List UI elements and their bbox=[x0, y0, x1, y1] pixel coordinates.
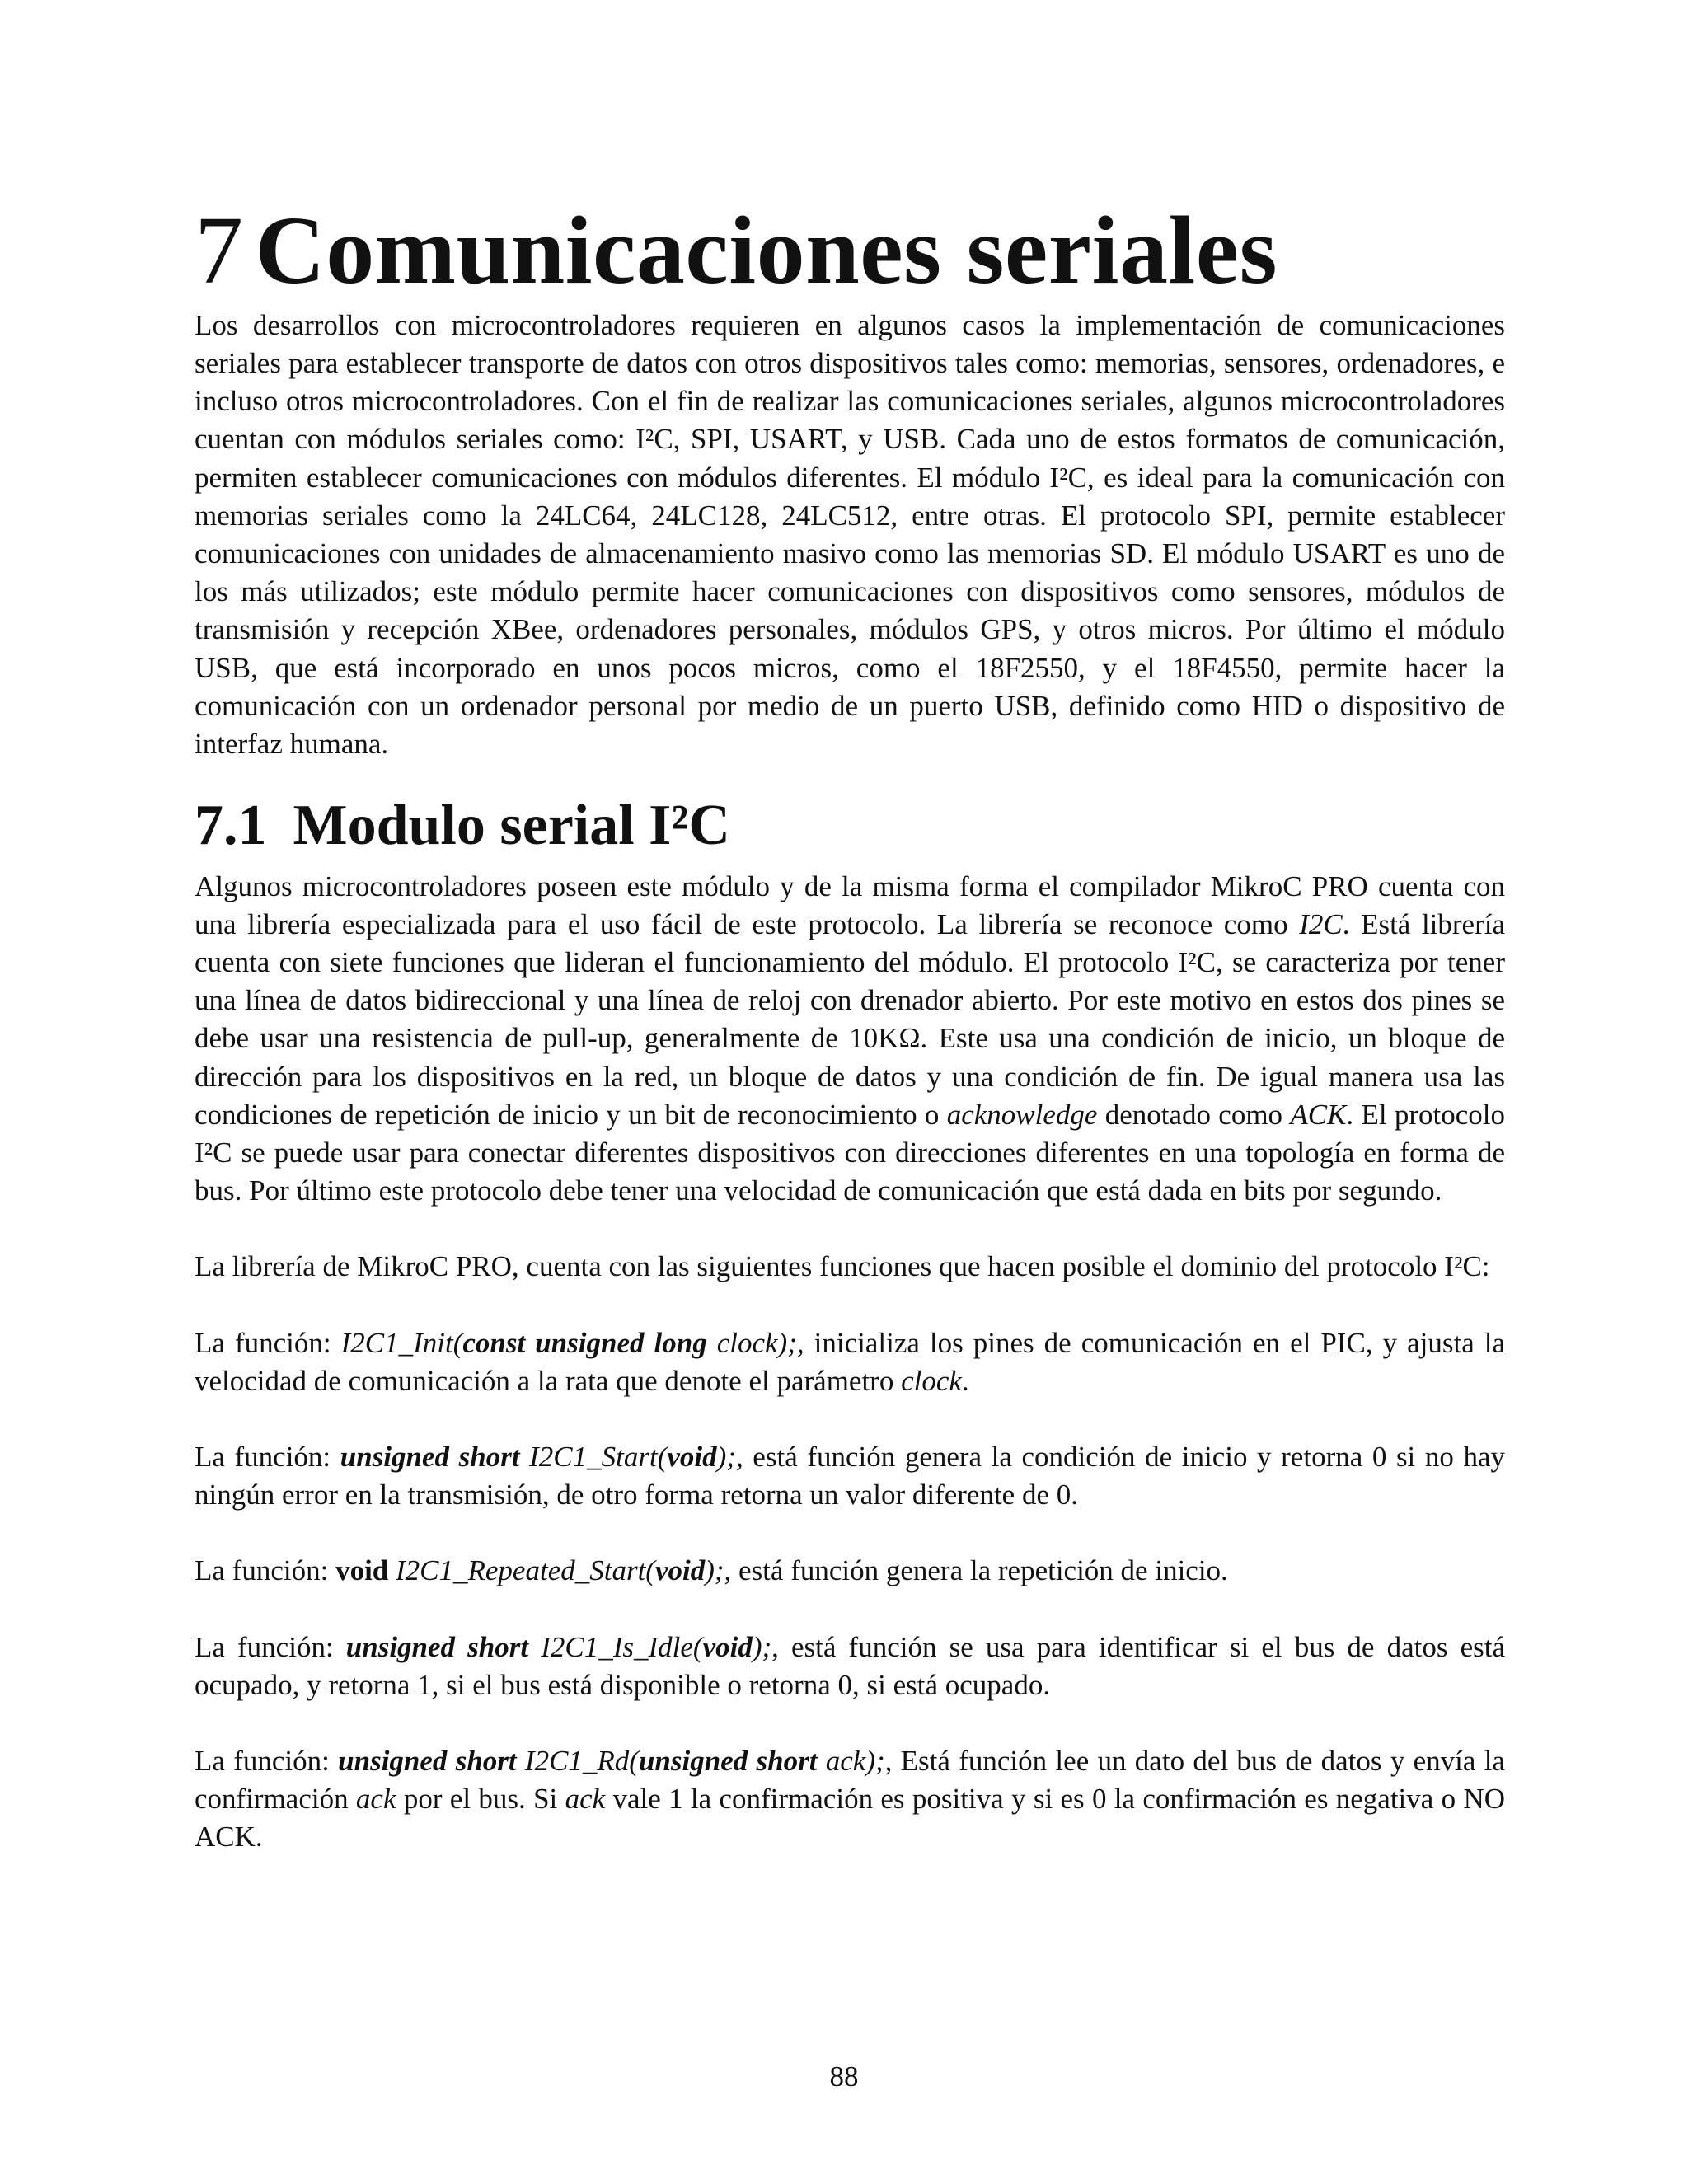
term-ack: ACK bbox=[1290, 1098, 1347, 1131]
function-name: I2C1_Repeated_Start( bbox=[388, 1554, 655, 1587]
function-arg: unsigned short bbox=[638, 1745, 818, 1778]
chapter-title-text: Comunicaciones seriales bbox=[255, 196, 1278, 304]
function-close: );, bbox=[705, 1554, 732, 1587]
chapter-intro-paragraph: Los desarrollos con microcontroladores requieren en algunos casos la implementación de comunicaciones seriales para establecer transporte de datos con otros dispositivos tales como: memorias, sensores, ordenadores, e incluso otros microcontroladores. Con el fin de realizar las comunicaciones seriales, algunos microcontroladores cuentan con módulos seriales como: I²C, SPI, USART, y USB. Cada uno de estos formatos de comunicación, permiten establecer comunicaciones con módulos diferentes. El módulo I²C, es ideal para la comunicación con memorias seriales como la 24LC64, 24LC128, 24LC512, entre otras. El protocolo SPI, permite establecer comunicaciones con unidades de almacenamiento masivo como las memorias SD. El módulo USART es uno de los más utilizados; este módulo permite hacer comunicaciones con dispositivos como sensores, módulos de transmisión y recepción XBee, ordenadores personales, módulos GPS, y otros micros. Por último el módulo USB, que está incorporado en unos pocos micros, como el 18F2550, y el 18F4550, permite hacer la comunicación con un ordenador personal por medio de un puerto USB, definido como HID o dispositivo de interfaz humana. bbox=[195, 308, 1505, 760]
function-repeated-start bbox=[195, 1552, 1505, 1590]
chapter-number: 7 bbox=[195, 196, 244, 304]
function-description: , está función se usa para identificar si el bus de datos está ocupado, y retorna 1, si el bus está disponible o retorna 0, si está ocupado. bbox=[195, 1630, 1505, 1701]
function-prefix: La función: bbox=[195, 1630, 346, 1663]
text-run: por el bus. Si bbox=[396, 1783, 565, 1816]
text-run: Algunos microcontroladores poseen este módulo y de la misma forma el compilador MikroC PRO cuenta con una librería especializada para el uso fácil de este protocolo. La librería se reconoce como bbox=[195, 869, 1505, 940]
function-prefix: La función: bbox=[195, 1326, 341, 1359]
function-init bbox=[195, 1324, 1505, 1400]
function-description: está función genera la repetición de inicio. bbox=[731, 1554, 1228, 1587]
function-name: I2C1_Init( bbox=[340, 1326, 463, 1359]
function-is-idle bbox=[195, 1629, 1505, 1704]
function-description: , Está función lee un dato del bus de datos y envía la confirmación bbox=[195, 1745, 1505, 1816]
function-param-type: const unsigned long bbox=[462, 1326, 707, 1359]
function-description: inicializa los pines de comunicación en el PIC, y ajusta la velocidad de comunicación a la rata que denote el parámetro bbox=[195, 1326, 1505, 1397]
library-name: I2C bbox=[1299, 907, 1343, 940]
section-paragraph-2: La librería de MikroC PRO, cuenta con las siguientes funciones que hacen posible el dominio del protocolo I²C: bbox=[195, 1250, 1490, 1283]
function-name: I2C1_Start( bbox=[519, 1441, 668, 1474]
function-return-type: void bbox=[335, 1554, 389, 1587]
function-name: I2C1_Rd( bbox=[516, 1745, 639, 1778]
function-arg: void bbox=[702, 1630, 753, 1663]
text-run: denotado como bbox=[1097, 1098, 1291, 1131]
function-close: ); bbox=[752, 1630, 772, 1663]
text-run: . bbox=[961, 1364, 969, 1397]
section-title bbox=[195, 793, 1505, 860]
term-acknowledge: acknowledge bbox=[946, 1098, 1098, 1131]
function-prefix: La función: bbox=[195, 1554, 336, 1587]
function-rd bbox=[195, 1742, 1505, 1857]
section-paragraph-1 bbox=[195, 868, 1505, 1211]
function-prefix: La función: bbox=[195, 1441, 340, 1474]
section-number: 7.1 bbox=[195, 794, 267, 858]
function-close: );, bbox=[716, 1441, 743, 1474]
section-title-text: Modulo serial I²C bbox=[293, 794, 730, 858]
text-run: . El protocolo I²C se puede usar para conectar diferentes dispositivos con direcciones diferentes en una topología en forma de bus. Por último este protocolo debe tener una velocidad de comunicación que está dada en bits por segundo. bbox=[195, 1098, 1505, 1207]
function-start bbox=[195, 1438, 1505, 1514]
page-number: 88 bbox=[829, 2060, 859, 2093]
function-prefix: La función: bbox=[195, 1745, 339, 1778]
text-run: vale 1 la confirmación es positiva y si es 0 la confirmación es negativa o NO ACK. bbox=[195, 1783, 1505, 1854]
function-arg: void bbox=[667, 1441, 717, 1474]
text-run: . Está librería cuenta con siete funciones que lideran el funcionamiento del módulo. El protocolo I²C, se caracteriza por tener una línea de datos bidireccional y una línea de reloj con drenador abierto. Por este motivo en estos dos pines se debe usar una resistencia de pull-up, generalmente de 10KΩ. Este usa una condición de inicio, un bloque de dirección para los dispositivos en la red, un bloque de datos y una condición de fin. De igual manera usa las condiciones de repetición de inicio y un bit de reconocimiento o bbox=[195, 907, 1506, 1131]
function-description: está función genera la condición de inicio y retorna 0 si no hay ningún error en la transmisión, de otro forma retorna un valor diferente de 0. bbox=[195, 1441, 1506, 1511]
function-close: ack); bbox=[817, 1745, 885, 1778]
function-name: I2C1_Is_Idle( bbox=[528, 1630, 703, 1663]
page-content bbox=[195, 194, 1505, 1857]
function-return-type: unsigned short bbox=[340, 1441, 520, 1474]
function-arg: void bbox=[654, 1554, 706, 1587]
function-return-type: unsigned short bbox=[338, 1745, 517, 1778]
function-param-ref: clock bbox=[901, 1364, 962, 1397]
chapter-title bbox=[195, 194, 1505, 307]
function-param-ref: ack bbox=[565, 1783, 606, 1816]
function-param: clock);, bbox=[706, 1326, 804, 1359]
function-param-ref: ack bbox=[355, 1783, 396, 1816]
function-return-type: unsigned short bbox=[345, 1630, 529, 1663]
